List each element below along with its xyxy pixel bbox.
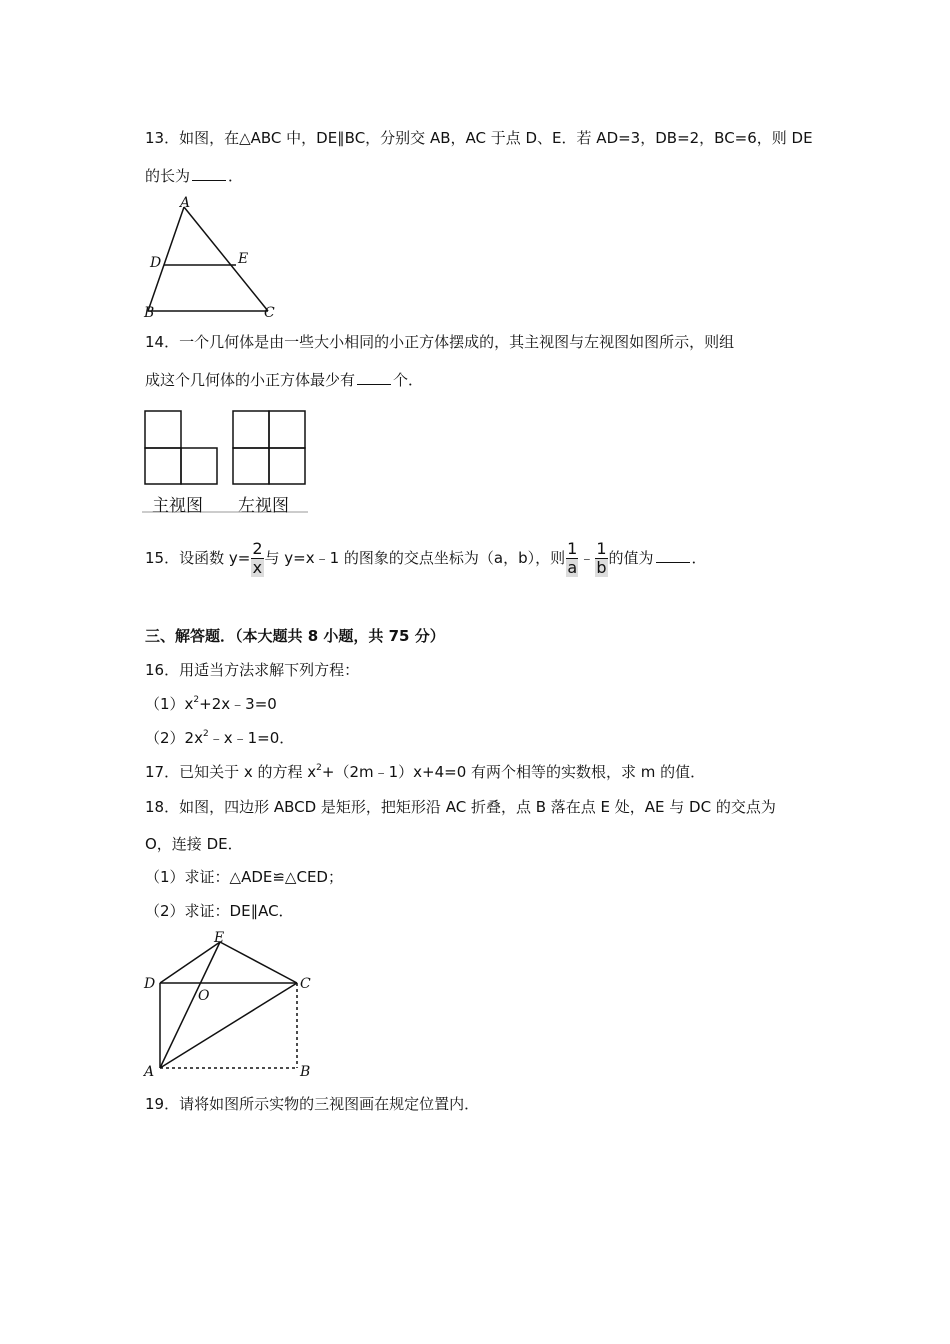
q14-main-view (145, 411, 217, 484)
q18-label-d: D (144, 976, 156, 992)
q17-text: 17．已知关于 x 的方程 $x^2+(2m﹣1)x+4=0$ 有两个相等的实数根，求 m 的值． (145, 763, 706, 781)
q16-part2: $(2)2x^2﹣x﹣1=0$． (145, 729, 295, 747)
q14-answer-blank (357, 370, 391, 385)
q13-line1: 13．如图，在△ABC 中，DE∥BC，分别交 AB，AC 于点 D、E．若 AD=3，DB=2，BC=6，则 DE (145, 129, 813, 147)
q13-label-d: D (150, 255, 162, 271)
q18-line2: O，连接 DE． (145, 835, 243, 853)
q14-views-figure (140, 405, 310, 515)
q15-middle: 与 y=x﹣1 的图象的交点坐标为（a，b），则 (264, 549, 566, 567)
q15-fraction-2-over-x: $\frac{2}{x}$ (252, 539, 263, 577)
q14-line2-pre: 成这个几何体的小正方体最少有 (145, 371, 356, 389)
q18-rectangle-fold-figure (140, 928, 320, 1080)
q18-label-c: C (300, 976, 311, 992)
q13-triangle-figure (140, 195, 280, 320)
q14-left-view-label: 左视图 (238, 496, 289, 516)
q13-label-a: A (180, 195, 191, 211)
q15-answer-blank (656, 548, 690, 563)
q19-text: 19．请将如图所示实物的三视图画在规定位置内． (145, 1095, 480, 1113)
q18-label-e: E (214, 930, 225, 946)
q18-label-o: O (198, 988, 210, 1004)
q18-part1: （1）求证：△ADE≌△CED； (145, 868, 343, 886)
q15-line (145, 540, 707, 577)
q13-label-b: B (144, 305, 155, 320)
q15-fraction-1-over-a: $\frac{1}{a}$ (567, 539, 578, 577)
q18-line1: 18．如图，四边形 ABCD 是矩形，把矩形沿 AC 折叠，点 B 落在点 E 处，AE 与 DC 的交点为 (145, 798, 776, 816)
q13-label-c: C (264, 305, 275, 320)
q16-part1: $(1)x^2+2x﹣3=0$ (145, 695, 277, 713)
q16-stem: 16．用适当方法求解下列方程： (145, 661, 360, 679)
q14-main-view-label: 主视图 (152, 496, 203, 516)
q13-answer-blank (192, 166, 226, 181)
section3-title: 三、解答题．（本大题共 8 小题，共 75 分） (145, 627, 445, 645)
q18-part2: （2）求证：DE∥AC． (145, 902, 294, 920)
q15-minus: ﹣ (579, 549, 595, 567)
q13-label-e: E (238, 251, 249, 267)
q18-label-b: B (300, 1064, 311, 1080)
q13-line2-post: ． (228, 167, 244, 185)
q14-line2 (145, 370, 423, 390)
q13-line2 (145, 166, 243, 186)
q15-suffix-pre: 的值为 (608, 549, 654, 567)
q15-prefix: 15．设函数 y= (145, 549, 251, 567)
q14-left-view (233, 411, 305, 484)
q13-line2-pre: 的长为 (145, 167, 191, 185)
q18-label-a: A (144, 1064, 155, 1080)
q13-side-ac (184, 207, 268, 311)
q15-fraction-1-over-b: $\frac{1}{b}$ (596, 539, 607, 577)
q14-line2-post: 个． (393, 371, 424, 389)
q18-segment-ec (220, 942, 297, 983)
q14-line1: 14．一个几何体是由一些大小相同的小正方体摆成的，其主视图与左视图如图所示，则组 (145, 333, 735, 351)
q15-suffix-post: ． (691, 549, 707, 567)
